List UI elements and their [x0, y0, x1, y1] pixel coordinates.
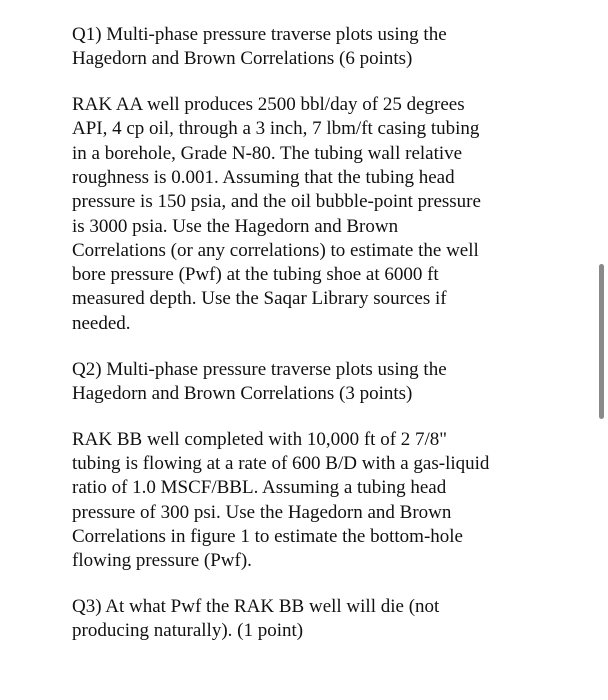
q2-heading — [72, 358, 542, 407]
q1-body-line: Correlations (or any correlations) to estimate the well — [72, 239, 479, 261]
q2-body-line: flowing pressure (Pwf). — [72, 550, 252, 572]
q2-body-line: pressure of 300 psi. Use the Hagedorn and Brown — [72, 501, 452, 523]
q1-body-line: roughness is 0.001. Assuming that the tubing head — [72, 166, 455, 188]
q2-body-line: Correlations in figure 1 to estimate the bottom-hole — [72, 525, 463, 547]
q1-heading-line: Q1) Multi-phase pressure traverse plots using the — [72, 24, 447, 45]
q1-body-line: RAK AA well produces 2500 bbl/day of 25 degrees — [72, 94, 465, 116]
q2-heading-line: Hagedorn and Brown Correlations (3 points) — [72, 382, 413, 404]
q2-body-line: RAK BB well completed with 10,000 ft of 2 7/8" — [72, 428, 448, 450]
q3-line: producing naturally). (1 point) — [72, 620, 304, 642]
q1-body-line: is 3000 psia. Use the Hagedorn and Brown — [72, 215, 399, 237]
document-page — [72, 23, 542, 644]
q2-body-line: tubing is flowing at a rate of 600 B/D with a gas-liquid — [72, 452, 490, 474]
paragraph-gap — [72, 406, 542, 428]
q1-body — [72, 93, 542, 336]
q1-body-line: in a borehole, Grade N-80. The tubing wall relative — [72, 142, 463, 164]
vertical-scrollbar[interactable] — [599, 264, 604, 419]
q1-body-line: bore pressure (Pwf) at the tubing shoe at 6000 ft — [72, 264, 439, 286]
q3-line: Q3) At what Pwf the RAK BB well will die (not — [72, 595, 440, 617]
paragraph-gap — [72, 573, 542, 595]
q3-text — [72, 595, 542, 644]
q2-heading-line: Q2) Multi-phase pressure traverse plots using the — [72, 358, 447, 380]
q2-body-line: ratio of 1.0 MSCF/BBL. Assuming a tubing head — [72, 477, 447, 499]
q2-body — [72, 428, 542, 574]
q1-body-line: API, 4 cp oil, through a 3 inch, 7 lbm/ft casing tubing — [72, 118, 480, 140]
q1-body-line: measured depth. Use the Saqar Library sources if — [72, 288, 447, 310]
paragraph-gap — [72, 336, 542, 358]
q1-body-line: pressure is 150 psia, and the oil bubble-point pressure — [72, 191, 481, 213]
q1-heading — [72, 23, 542, 72]
q1-body-line: needed. — [72, 312, 131, 334]
q1-heading-line: Hagedorn and Brown Correlations (6 points) — [72, 48, 413, 70]
paragraph-gap — [72, 72, 542, 94]
